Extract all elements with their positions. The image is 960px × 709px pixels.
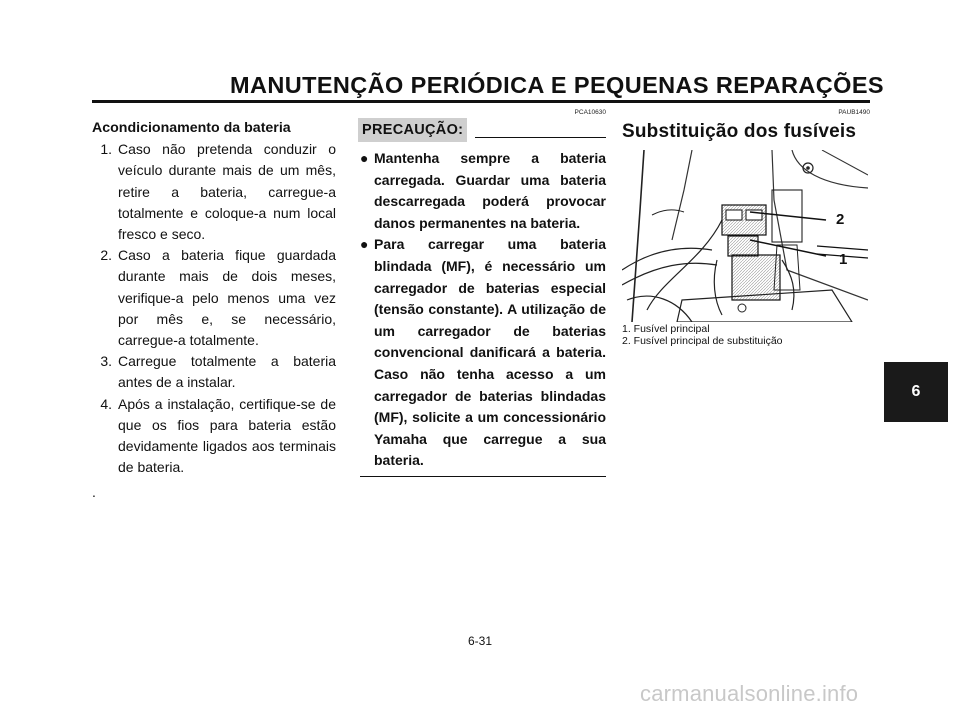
caution-header xyxy=(358,118,606,142)
caution-code: PCA10630 xyxy=(574,109,606,116)
figure-captions xyxy=(622,324,870,347)
header-rule xyxy=(92,100,870,103)
battery-storage-title: Acondicionamento da bateria xyxy=(92,120,291,136)
watermark: carmanualsonline.info xyxy=(640,681,859,706)
list-text: Caso não pretenda conduzir o veículo durante mais de um mês, retire a bateria, carregue-a totalmente e coloque-a num local fresco e seco. xyxy=(118,141,336,243)
list-number: 1. xyxy=(100,141,112,158)
caution-label: PRECAUÇÃO: xyxy=(358,118,467,142)
list-number: 4. xyxy=(100,395,112,412)
caption-spare-fuse: 2. Fusível principal de substituição xyxy=(622,334,783,347)
caution-bullet-item xyxy=(358,148,606,234)
fuse-replacement-section xyxy=(622,108,870,347)
list-item xyxy=(92,394,336,479)
caution-end-rule xyxy=(360,476,606,477)
caution-header-rule xyxy=(475,137,606,138)
caption-main-fuse: 1. Fusível principal xyxy=(622,323,710,335)
caution-bullet-text: Mantenha sempre a bateria carregada. Guardar uma bateria descarregada poderá provocar danos permanentes na bateria. xyxy=(374,150,606,231)
callout-2: 2 xyxy=(836,211,845,228)
caution-box xyxy=(358,108,606,477)
bullet-icon: ● xyxy=(360,150,369,166)
list-item xyxy=(92,351,336,393)
fuse-section-code: PAUB1490 xyxy=(838,109,870,116)
page-number: 6-31 xyxy=(467,634,493,648)
caution-bullet-text: Para carregar uma bateria blindada (MF), é necessário um carregador de baterias especial (tensão constante). A utilização de um carregador de baterias convencional danificará a bateria. Caso não tenha acesso a um carregador de baterias blindadas (MF), solicite a um concessionário Yamaha que carregue a sua bateria. xyxy=(374,236,606,469)
list-item xyxy=(92,245,336,351)
fuse-section-title: Substituição dos fusíveis xyxy=(622,121,857,142)
bullet-icon: ● xyxy=(360,236,369,253)
list-number: 3. xyxy=(100,353,112,370)
list-item xyxy=(92,139,336,245)
list-number: 2. xyxy=(100,247,112,264)
list-text: Após a instalação, certifique-se de que os fios para bateria estão devidamente ligados aos terminais de bateria. xyxy=(118,395,336,476)
page-header-title: MANUTENÇÃO PERIÓDICA E PEQUENAS REPARAÇÕES xyxy=(230,72,884,98)
trailing-dot: . xyxy=(92,484,96,501)
fuse-illustration-svg xyxy=(622,150,868,322)
list-text: Caso a bateria fique guardada durante mais de dois meses, verifique-a pelo menos uma vez por mês e, se necessário, carregue-a totalmente. xyxy=(118,247,336,349)
list-text: Carregue totalmente a bateria antes de a instalar. xyxy=(118,353,336,391)
fuse-location-illustration xyxy=(622,150,868,322)
battery-storage-section xyxy=(92,118,336,504)
caution-bullet-item xyxy=(358,234,606,472)
chapter-tab: 6 xyxy=(884,362,948,422)
callout-1: 1 xyxy=(839,251,848,268)
